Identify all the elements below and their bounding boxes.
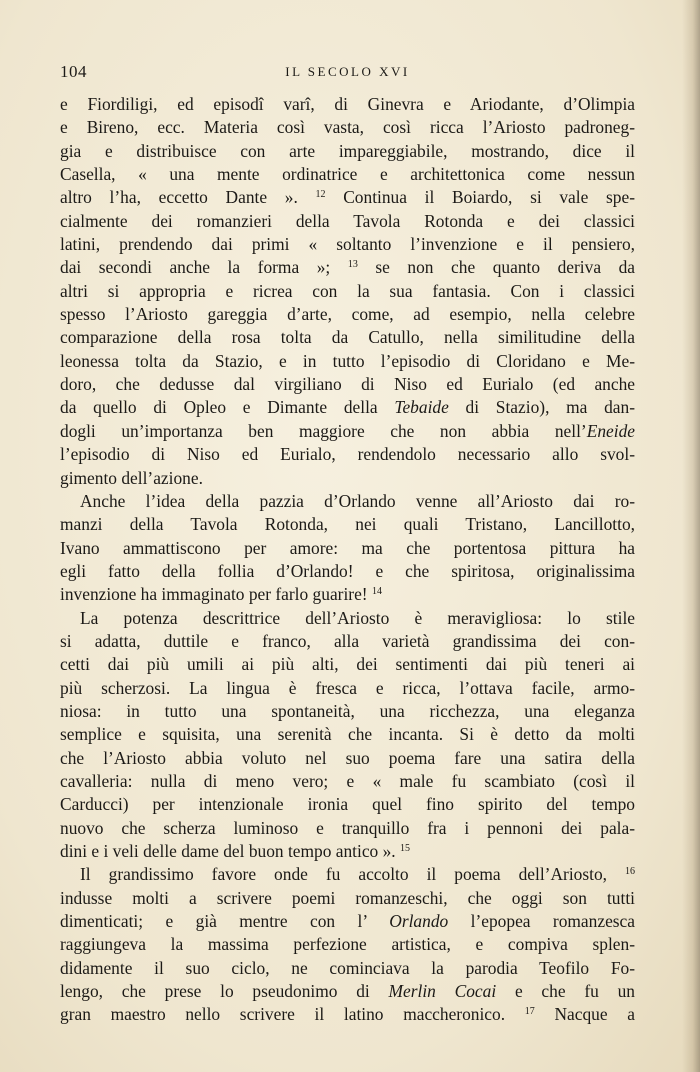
- text-segment: niosa: in tutto una spontaneità, una ricchezza, una eleganza: [60, 700, 635, 721]
- text-line: [60, 957, 635, 980]
- running-head: IL SECOLO XVI: [285, 64, 410, 79]
- text-segment: latini, prendendo dai primi « soltanto l’invenzione e il pensiero,: [60, 234, 635, 255]
- italic-title: Merlin Cocai: [388, 981, 497, 1002]
- text-segment: gimento dell’azione.: [60, 467, 203, 488]
- text-line: [60, 770, 635, 793]
- text-segment: comparazione della rosa tolta da Catullo, nella similitudine della: [60, 327, 635, 348]
- text-segment: dini e i veli delle dame del buon tempo antico ».: [60, 841, 400, 861]
- text-segment: manzi della Tavola Rotonda, nei quali Tristano, Lancillotto,: [60, 514, 635, 535]
- text-segment: cialmente dei romanzieri della Tavola Rotonda e dei classici: [60, 210, 635, 231]
- text-line: [60, 630, 635, 653]
- text-line: [60, 817, 635, 840]
- text-line: [60, 887, 635, 910]
- text-segment: che l’Ariosto abbia voluto nel suo poema fare una satira della: [60, 747, 635, 768]
- text-segment: dogli un’importanza ben maggiore che non abbia nell’: [60, 420, 587, 441]
- text-line: [60, 210, 635, 233]
- text-segment: leonessa tolta da Stazio, e in tutto l’episodio di Cloridano e Me-: [60, 350, 635, 371]
- page-header: [60, 62, 635, 84]
- italic-title: Tebaide: [394, 397, 449, 418]
- italic-title: Orlando: [389, 911, 449, 932]
- text-segment: egli fatto della follia d’Orlando! e che spiritosa, originalissima: [60, 560, 635, 581]
- text-line: [60, 653, 635, 676]
- text-line: [60, 420, 635, 443]
- text-segment: l’episodio di Niso ed Eurialo, rendendolo necessario allo svol-: [60, 444, 635, 465]
- text-segment: si adatta, duttile e franco, alla varietà grandissima dei con-: [60, 630, 635, 651]
- footnote-ref: 16: [625, 866, 635, 878]
- text-line: [60, 256, 635, 279]
- text-segment: raggiungeva la massima perfezione artistica, e compiva splen-: [60, 934, 635, 955]
- text-line: [60, 863, 635, 886]
- text-line: [60, 396, 635, 419]
- text-line: [60, 116, 635, 139]
- text-segment: Ivano ammattiscono per amore: ma che portentosa pittura ha: [60, 537, 635, 558]
- text-line: [60, 303, 635, 326]
- text-segment: cetti dai più umili ai più alti, dei sentimenti dai più teneri ai: [60, 654, 635, 675]
- text-segment: altro l’ha, eccetto Dante ».: [60, 187, 316, 208]
- text-line: [60, 560, 635, 583]
- text-segment: gran maestro nello scrivere il latino maccheronico.: [60, 1004, 525, 1025]
- text-segment: semplice e squisita, una serenità che incanta. Si è detto da molti: [60, 724, 635, 745]
- text-line: [60, 723, 635, 746]
- text-line: [60, 513, 635, 536]
- text-segment: Il grandissimo favore onde fu accolto il poema dell’Ariosto,: [80, 864, 625, 885]
- text-segment: da quello di Opleo e Dimante della: [60, 397, 395, 418]
- footnote-ref: 14: [371, 586, 382, 598]
- text-segment: invenzione ha immaginato per farlo guarire!: [60, 584, 372, 605]
- text-line: [60, 607, 635, 630]
- text-segment: lengo, che prese lo pseudonimo di: [60, 981, 389, 1002]
- text-segment: altri si appropria e ricrea con la sua fantasia. Con i classici: [60, 280, 635, 301]
- text-line: [60, 537, 635, 560]
- text-segment: se non che quanto deriva da: [357, 257, 635, 278]
- text-line: [60, 467, 635, 490]
- text-segment: Nacque a: [534, 1004, 635, 1025]
- text-segment: nuovo che scherza luminoso e tranquillo fra i pennoni dei pala-: [60, 817, 635, 838]
- text-line: [60, 490, 635, 513]
- text-line: [60, 583, 635, 606]
- text-line: [60, 140, 635, 163]
- text-line: [60, 233, 635, 256]
- text-segment: Anche l’idea della pazzia d’Orlando venne all’Ariosto dai ro-: [80, 490, 635, 511]
- text-line: [60, 980, 635, 1003]
- text-line: [60, 186, 635, 209]
- text-segment: e Bireno, ecc. Materia così vasta, così ricca l’Ariosto padroneg-: [60, 117, 635, 138]
- text-segment: dimenticati; e già mentre con l’: [60, 911, 390, 932]
- text-segment: cavalleria: nulla di meno vero; e « male fu scambiato (così il: [60, 770, 635, 791]
- text-line: [60, 350, 635, 373]
- text-segment: spesso l’Ariosto gareggia d’arte, come, ad esempio, nella celebre: [60, 304, 635, 325]
- text-line: [60, 840, 635, 863]
- page-number: 104: [60, 62, 87, 81]
- text-segment: doro, che dedusse dal virgiliano di Niso ed Eurialo (ed anche: [60, 374, 635, 395]
- text-line: [60, 793, 635, 816]
- text-line: [60, 1003, 635, 1026]
- text-line: [60, 373, 635, 396]
- text-line: [60, 163, 635, 186]
- text-segment: gia e distribuisce con arte impareggiabile, mostrando, dice il: [60, 140, 635, 161]
- text-segment: dai secondi anche la forma »;: [60, 257, 348, 278]
- footnote-ref: 12: [315, 189, 326, 201]
- text-line: [60, 677, 635, 700]
- text-line: [60, 747, 635, 770]
- text-segment: e che fu un: [496, 981, 635, 1002]
- text-segment: di Stazio), ma dan-: [448, 397, 635, 418]
- text-line: [60, 700, 635, 723]
- text-line: [60, 93, 635, 116]
- footnote-ref: 17: [524, 1006, 535, 1018]
- page-edge-shadow: [682, 0, 700, 1072]
- footnote-ref: 13: [347, 259, 358, 271]
- text-segment: Casella, « una mente ordinatrice e architettonica come nessun: [60, 164, 635, 185]
- text-segment: Carducci) per intenzionale ironia quel fino spirito del tempo: [60, 794, 635, 815]
- text-segment: La potenza descrittrice dell’Ariosto è meravigliosa: lo stile: [80, 607, 635, 628]
- text-line: [60, 443, 635, 466]
- text-segment: e Fiordiligi, ed episodî varî, di Ginevra e Ariodante, d’Olimpia: [60, 94, 635, 114]
- text-segment: indusse molti a scrivere poemi romanzeschi, che oggi son tutti: [60, 887, 635, 908]
- text-segment: più scherzosi. La lingua è fresca e ricca, l’ottava facile, armo-: [60, 677, 635, 698]
- text-segment: didamente il suo ciclo, ne cominciava la parodia Teofilo Fo-: [60, 957, 635, 978]
- text-line: [60, 280, 635, 303]
- footnote-ref: 15: [400, 843, 410, 854]
- text-line: [60, 910, 635, 933]
- body-text: [60, 93, 635, 1027]
- italic-title: Eneide: [586, 420, 635, 441]
- text-segment: l’epopea romanzesca: [448, 911, 635, 932]
- text-line: [60, 326, 635, 349]
- text-line: [60, 933, 635, 956]
- text-segment: Continua il Boiardo, si vale spe-: [325, 187, 635, 208]
